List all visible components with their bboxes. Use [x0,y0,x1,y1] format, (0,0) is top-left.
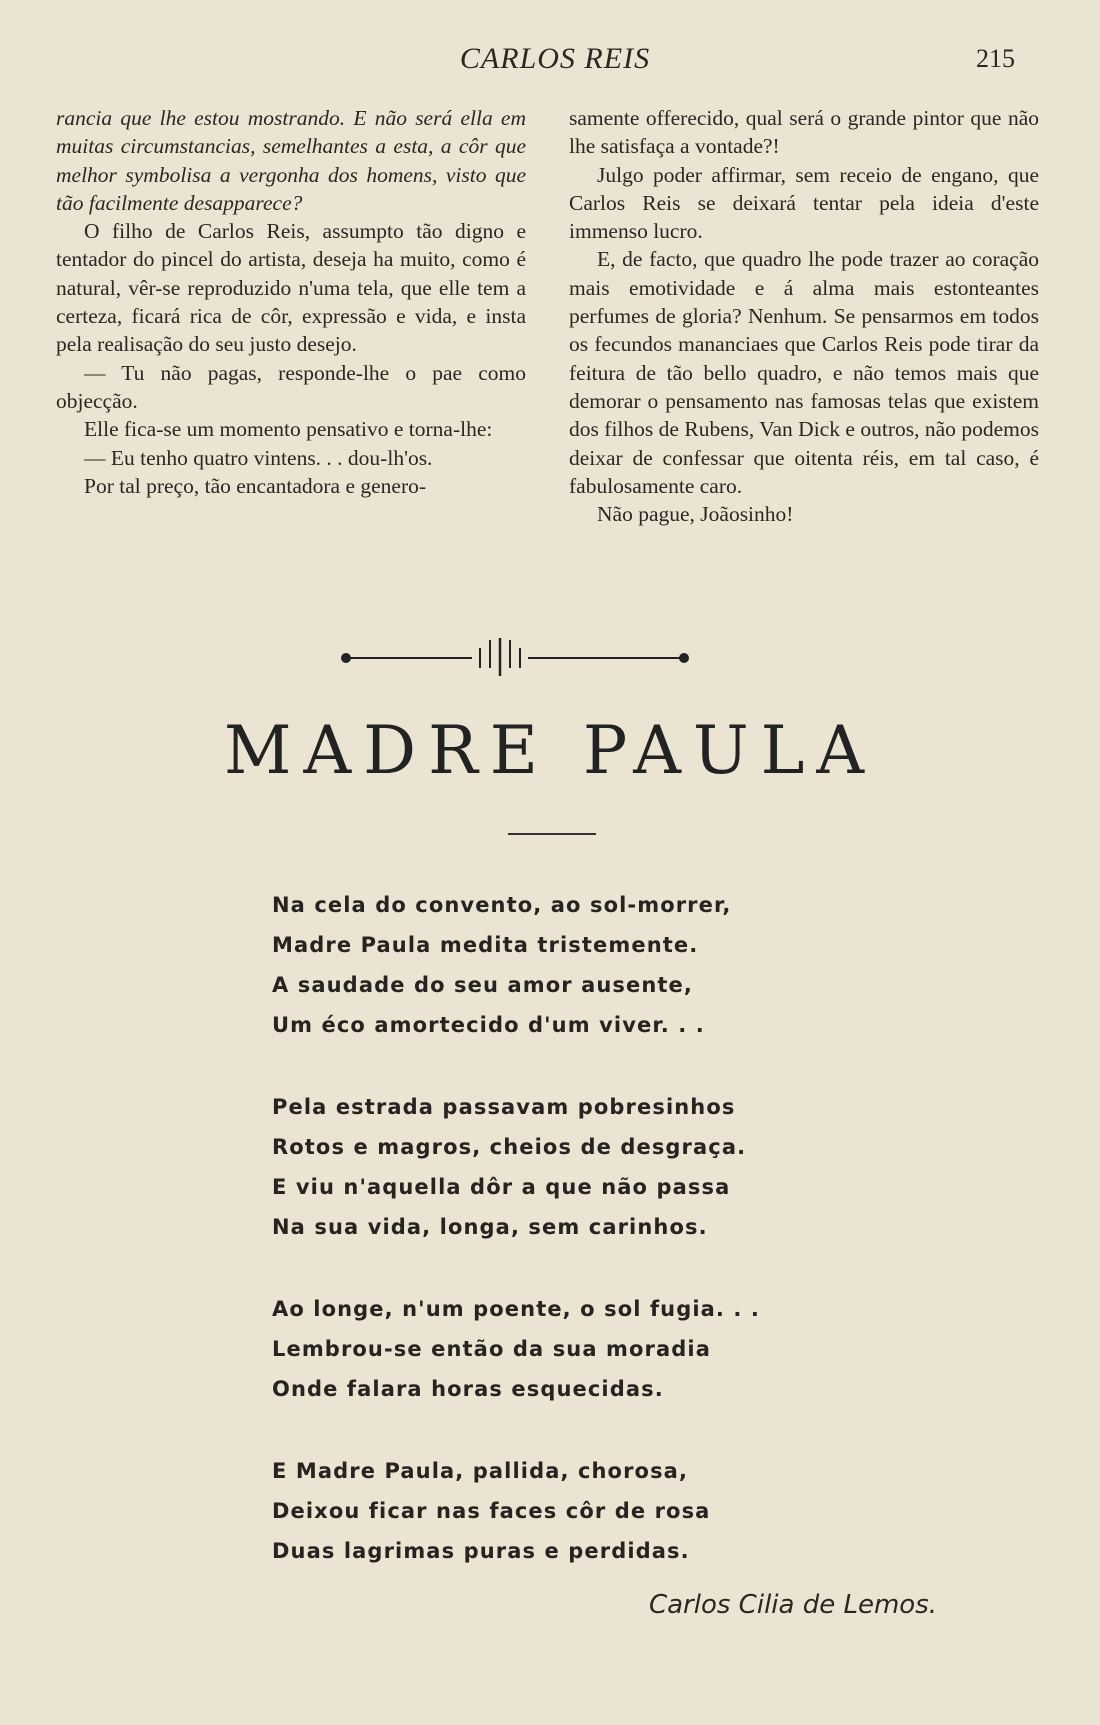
poem-line: Rotos e magros, cheios de desgraça. [272,1135,747,1159]
stanza [272,1289,872,1409]
poem-line: Madre Paula medita tristemente. [272,933,699,957]
paragraph: Por tal preço, tão encantadora e genero- [84,473,427,498]
left-column [56,104,526,500]
section-ornament-divider [340,636,760,676]
poem-line: Na sua vida, longa, sem carinhos. [272,1215,708,1239]
running-head [0,42,1100,82]
paragraph: E, de facto, que quadro lhe pode trazer ao coração mais emotividade e á alma mais estonteantes perfumes de gloria? Nenhum. Se pensarmos em todos os fecundos mananciaes que Carlos Reis pode tirar da feitura de tão bello quadro, e não temos mais que demorar o pensamento nas famosas telas que existem dos filhos de Rubens, Van Dick e outros, não podemos deixar de confessar que oitenta réis, em tal caso, é fabulosamente caro. [569,247,1039,498]
poem-line: Um éco amortecido d'um viver. . . [272,1013,705,1037]
poem-line: Onde falara horas esquecidas. [272,1377,664,1401]
stanza [272,885,872,1045]
poem-line: Pela estrada passavam pobresinhos [272,1095,736,1119]
poem-line: Deixou ficar nas faces côr de rosa [272,1499,711,1523]
stanza [272,1451,872,1571]
poem-line: A saudade do seu amor ausente, [272,973,693,997]
poem-line: Duas lagrimas puras e perdidas. [272,1539,690,1563]
poem-line: E viu n'aquella dôr a que não passa [272,1175,731,1199]
poem-body [272,885,872,1571]
paragraph: samente offerecido, qual será o grande pintor que não lhe satisfaça a vontade?! [569,106,1039,159]
paragraph: O filho de Carlos Reis, assumpto tão digno e tentador do pincel do artista, deseja ha muito, como é natural, vêr-se reproduzido n'uma tela, que elle tem a certeza, ficará rica de côr, expressão e vida, e insta pela realisação do seu justo desejo. [56,219,526,357]
poem-line: Na cela do convento, ao sol-morrer, [272,893,732,917]
author-signature: Carlos Cilia de Lemos. [648,1590,937,1620]
poem-line: E Madre Paula, pallida, chorosa, [272,1459,689,1483]
paragraph: rancia que lhe estou mostrando. E não será ella em muitas circumstancias, semelhantes a esta, a côr que melhor symbolisa a vergonha dos homens, visto que tão facilmente desapparece? [56,106,526,215]
poem-line: Ao longe, n'um poente, o sol fugia. . . [272,1297,760,1321]
paragraph: Elle fica-se um momento pensativo e torna-lhe: [84,417,493,442]
title-underline [508,833,596,835]
article-columns [56,104,1046,594]
poem-title: MADRE PAULA [223,712,877,789]
paragraph: Não pague, Joãosinho! [597,502,794,527]
page-number: 215 [976,44,1015,73]
paragraph: — Tu não pagas, responde-lhe o pae como objecção. [56,360,526,413]
poem-line: Lembrou-se então da sua moradia [272,1337,711,1361]
right-column [569,104,1039,528]
running-title: CARLOS REIS [459,42,651,75]
stanza [272,1087,872,1247]
paragraph: Julgo poder affirmar, sem receio de engano, que Carlos Reis se deixará tentar pela ideia d'este immenso lucro. [569,162,1039,244]
paragraph: — Eu tenho quatro vintens. . . dou-lh'os. [84,445,433,470]
